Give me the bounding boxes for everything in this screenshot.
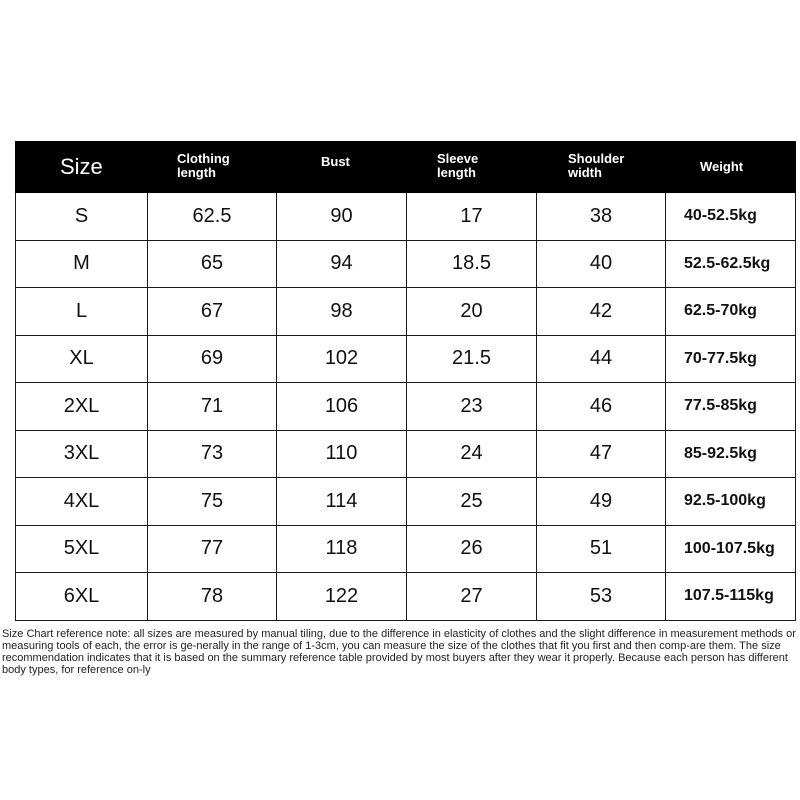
cell-shoulder-width: 42 (537, 288, 666, 336)
cell-shoulder-width: 49 (537, 478, 666, 526)
table-row (16, 478, 796, 526)
header-clothing-length-line2: length (177, 165, 216, 180)
table-row (16, 335, 796, 383)
table-row (16, 525, 796, 573)
table-row (16, 240, 796, 288)
size-chart-table (15, 141, 796, 621)
header-size-label: Size (60, 154, 103, 179)
cell-weight: 77.5-85kg (666, 383, 796, 431)
header-shoulder-width-line2: width (568, 165, 602, 180)
cell-shoulder-width: 38 (537, 193, 666, 241)
header-size (16, 142, 148, 193)
cell-bust: 98 (277, 288, 407, 336)
cell-sleeve-length: 21.5 (407, 335, 537, 383)
cell-sleeve-length: 24 (407, 430, 537, 478)
table-row (16, 573, 796, 621)
cell-clothing-length: 69 (148, 335, 277, 383)
cell-sleeve-length: 27 (407, 573, 537, 621)
table-row (16, 430, 796, 478)
cell-shoulder-width: 40 (537, 240, 666, 288)
cell-sleeve-length: 23 (407, 383, 537, 431)
table-row (16, 193, 796, 241)
header-row (16, 142, 796, 193)
header-sleeve-length-line2: length (437, 165, 476, 180)
cell-weight: 62.5-70kg (666, 288, 796, 336)
cell-sleeve-length: 26 (407, 525, 537, 573)
header-sleeve-length-line1: Sleeve (437, 151, 479, 166)
cell-clothing-length: 77 (148, 525, 277, 573)
cell-clothing-length: 73 (148, 430, 277, 478)
cell-size: 5XL (16, 525, 148, 573)
cell-shoulder-width: 53 (537, 573, 666, 621)
header-sleeve-length-label (437, 152, 478, 180)
cell-size: XL (16, 335, 148, 383)
cell-bust: 90 (277, 193, 407, 241)
header-weight (666, 142, 796, 193)
cell-bust: 122 (277, 573, 407, 621)
cell-weight: 40-52.5kg (666, 193, 796, 241)
cell-weight: 85-92.5kg (666, 430, 796, 478)
cell-bust: 118 (277, 525, 407, 573)
cell-size: 4XL (16, 478, 148, 526)
cell-weight: 107.5-115kg (666, 573, 796, 621)
header-sleeve-length (407, 142, 537, 193)
cell-clothing-length: 65 (148, 240, 277, 288)
cell-clothing-length: 75 (148, 478, 277, 526)
cell-clothing-length: 71 (148, 383, 277, 431)
cell-shoulder-width: 44 (537, 335, 666, 383)
header-shoulder-width-line1: Shoulder (568, 151, 625, 166)
cell-weight: 52.5-62.5kg (666, 240, 796, 288)
cell-sleeve-length: 18.5 (407, 240, 537, 288)
size-chart-note: Size Chart reference note: all sizes are measured by manual tiling, due to the difference in elasticity of clothes and the slight difference in measurement methods or measuring tools of each, the error is ge-nerally in the range of 1-3cm, you can measure the size of the clothes that fit you first and then comp-are them. The size recommendation indicates that it is based on the summary reference table provided by most buyers after they wear it properly. Because each person has different body types, for reference on-ly (2, 628, 796, 676)
cell-weight: 100-107.5kg (666, 525, 796, 573)
cell-shoulder-width: 46 (537, 383, 666, 431)
cell-sleeve-length: 25 (407, 478, 537, 526)
cell-bust: 106 (277, 383, 407, 431)
cell-shoulder-width: 47 (537, 430, 666, 478)
cell-size: 2XL (16, 383, 148, 431)
cell-clothing-length: 78 (148, 573, 277, 621)
cell-bust: 114 (277, 478, 407, 526)
cell-bust: 102 (277, 335, 407, 383)
cell-bust: 94 (277, 240, 407, 288)
header-clothing-length (148, 142, 277, 193)
cell-size: 3XL (16, 430, 148, 478)
table-row (16, 288, 796, 336)
cell-size: L (16, 288, 148, 336)
cell-bust: 110 (277, 430, 407, 478)
cell-sleeve-length: 20 (407, 288, 537, 336)
cell-size: M (16, 240, 148, 288)
cell-sleeve-length: 17 (407, 193, 537, 241)
header-shoulder-width-label (568, 152, 624, 180)
cell-clothing-length: 67 (148, 288, 277, 336)
header-clothing-length-label (177, 152, 230, 180)
header-bust (277, 142, 407, 193)
header-shoulder-width (537, 142, 666, 193)
cell-size: S (16, 193, 148, 241)
header-weight-label: Weight (700, 159, 744, 174)
cell-weight: 92.5-100kg (666, 478, 796, 526)
cell-size: 6XL (16, 573, 148, 621)
cell-weight: 70-77.5kg (666, 335, 796, 383)
cell-shoulder-width: 51 (537, 525, 666, 573)
cell-clothing-length: 62.5 (148, 193, 277, 241)
header-bust-label: Bust (321, 154, 350, 169)
header-clothing-length-line1: Clothing (177, 151, 230, 166)
table-row (16, 383, 796, 431)
